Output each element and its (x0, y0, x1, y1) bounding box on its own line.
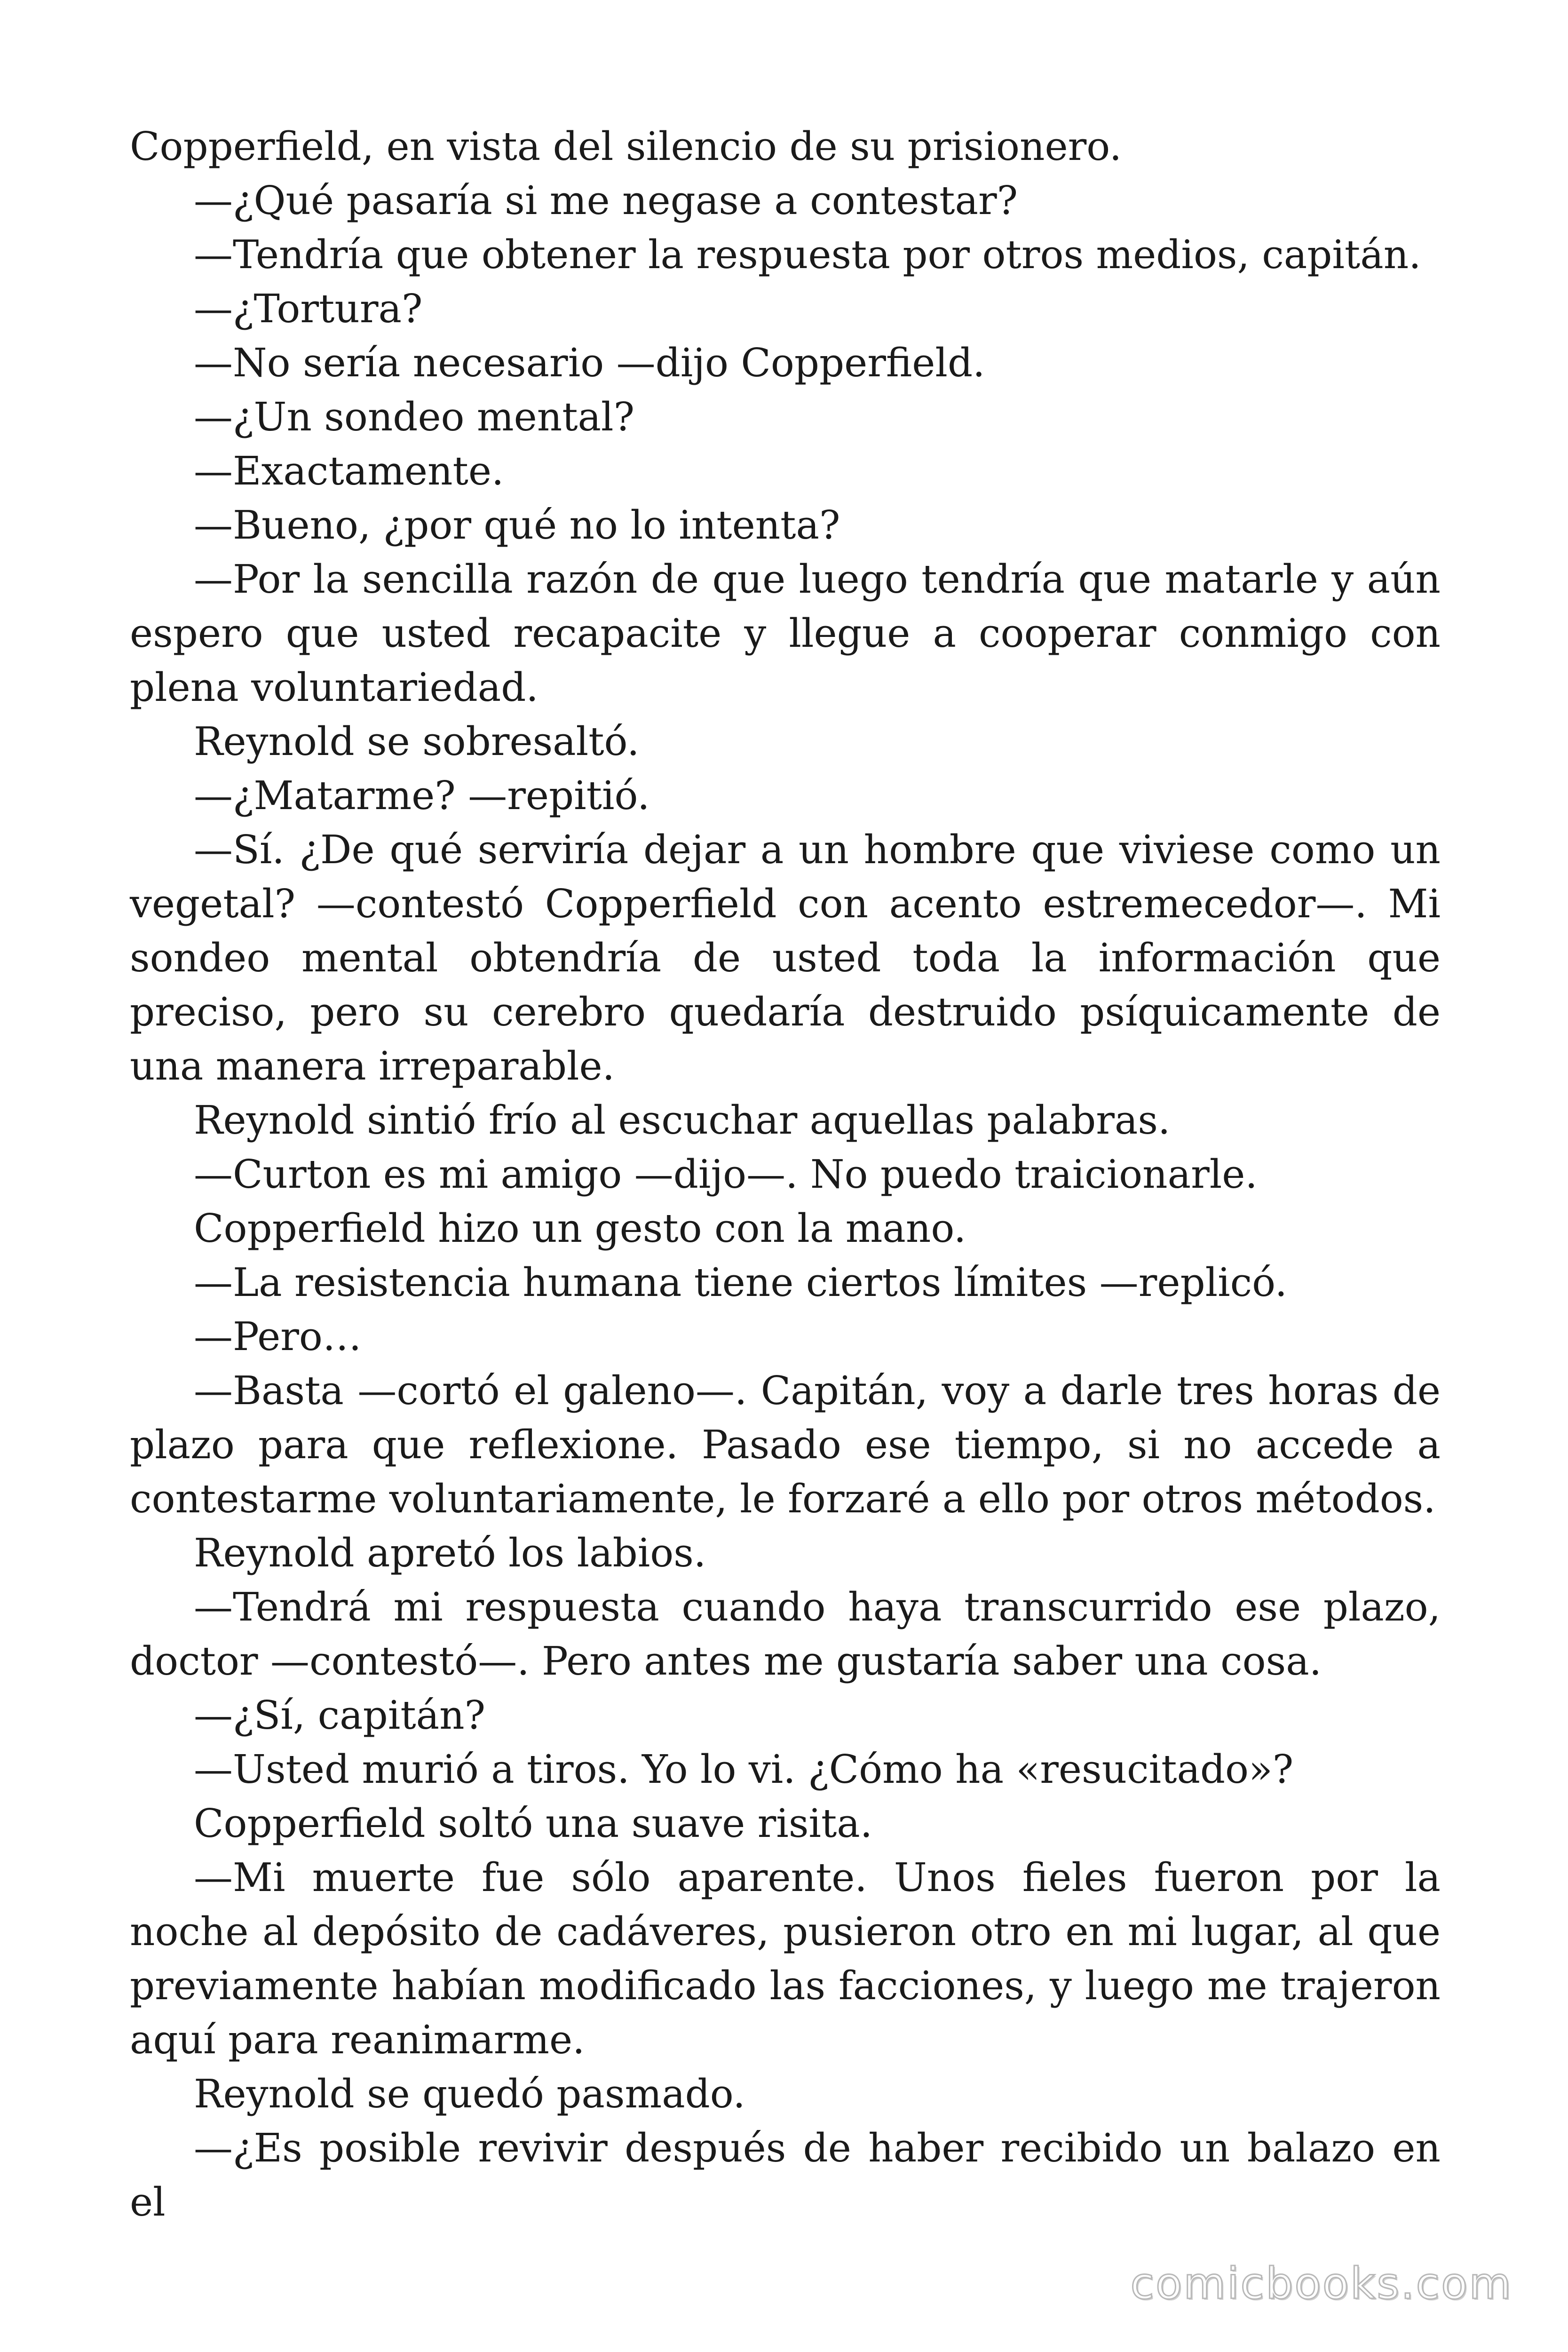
paragraph: —La resistencia humana tiene ciertos límites —replicó. (194, 1260, 1288, 1305)
paragraph: —Basta —cortó el galeno—. Capitán, voy a darle tres horas de plazo para que reflexione. Pasado ese tiempo, si no accede a contestarme voluntariamente, le forzaré a ello por otros métodos. (130, 1368, 1441, 1522)
paragraph: —¿Un sondeo mental? (194, 394, 635, 440)
paragraph: —Tendría que obtener la respuesta por otros medios, capitán. (194, 232, 1421, 278)
paragraph: —¿Es posible revivir después de haber recibido un balazo en el (130, 2125, 1441, 2225)
paragraph: —No sería necesario —dijo Copperfield. (194, 340, 985, 386)
paragraph: —Mi muerte fue sólo aparente. Unos fieles fueron por la noche al depósito de cadáveres, pusieron otro en mi lugar, al que previamente habían modificado las facciones, y luego me trajeron aquí para reanimarme. (130, 1855, 1441, 2063)
paragraph: —¿Tortura? (194, 286, 423, 332)
paragraph: —¿Sí, capitán? (194, 1692, 486, 1738)
paragraph-continuation: Copperfield, en vista del silencio de su prisionero. (130, 124, 1122, 169)
paragraph: Reynold sintió frío al escuchar aquellas palabras. (194, 1097, 1171, 1143)
paragraph: —Bueno, ¿por qué no lo intenta? (194, 502, 840, 548)
paragraph: Reynold apretó los labios. (194, 1530, 706, 1576)
paragraph: —Curton es mi amigo —dijo—. No puedo traicionarle. (194, 1152, 1258, 1197)
paragraph: —¿Qué pasaría si me negase a contestar? (194, 178, 1018, 223)
paragraph: —Por la sencilla razón de que luego tendría que matarle y aún espero que usted recapacite y llegue a cooperar conmigo con plena voluntariedad. (130, 556, 1441, 710)
site-watermark: comicbooks.com (1130, 2258, 1513, 2309)
paragraph: —Pero… (194, 1314, 362, 1359)
paragraph: —Exactamente. (194, 448, 504, 494)
paragraph: —Sí. ¿De qué serviría dejar a un hombre que viviese como un vegetal? —contestó Copperfield con acento estremecedor—. Mi sondeo mental obtendría de usted toda la información que preciso, pero su cerebro quedaría destruido psíquicamente de una manera irreparable. (130, 827, 1441, 1089)
paragraph: Reynold se quedó pasmado. (194, 2071, 745, 2117)
paragraph: —Tendrá mi respuesta cuando haya transcurrido ese plazo, doctor —contestó—. Pero antes me gustaría saber una cosa. (130, 1584, 1441, 1684)
book-page-text (130, 119, 1441, 2229)
paragraph: —¿Matarme? —repitió. (194, 773, 650, 818)
paragraph: —Usted murió a tiros. Yo lo vi. ¿Cómo ha «resucitado»? (194, 1747, 1294, 1792)
paragraph: Reynold se sobresaltó. (194, 719, 640, 764)
paragraph: Copperfield hizo un gesto con la mano. (194, 1206, 966, 1251)
paragraph: Copperfield soltó una suave risita. (194, 1801, 873, 1846)
